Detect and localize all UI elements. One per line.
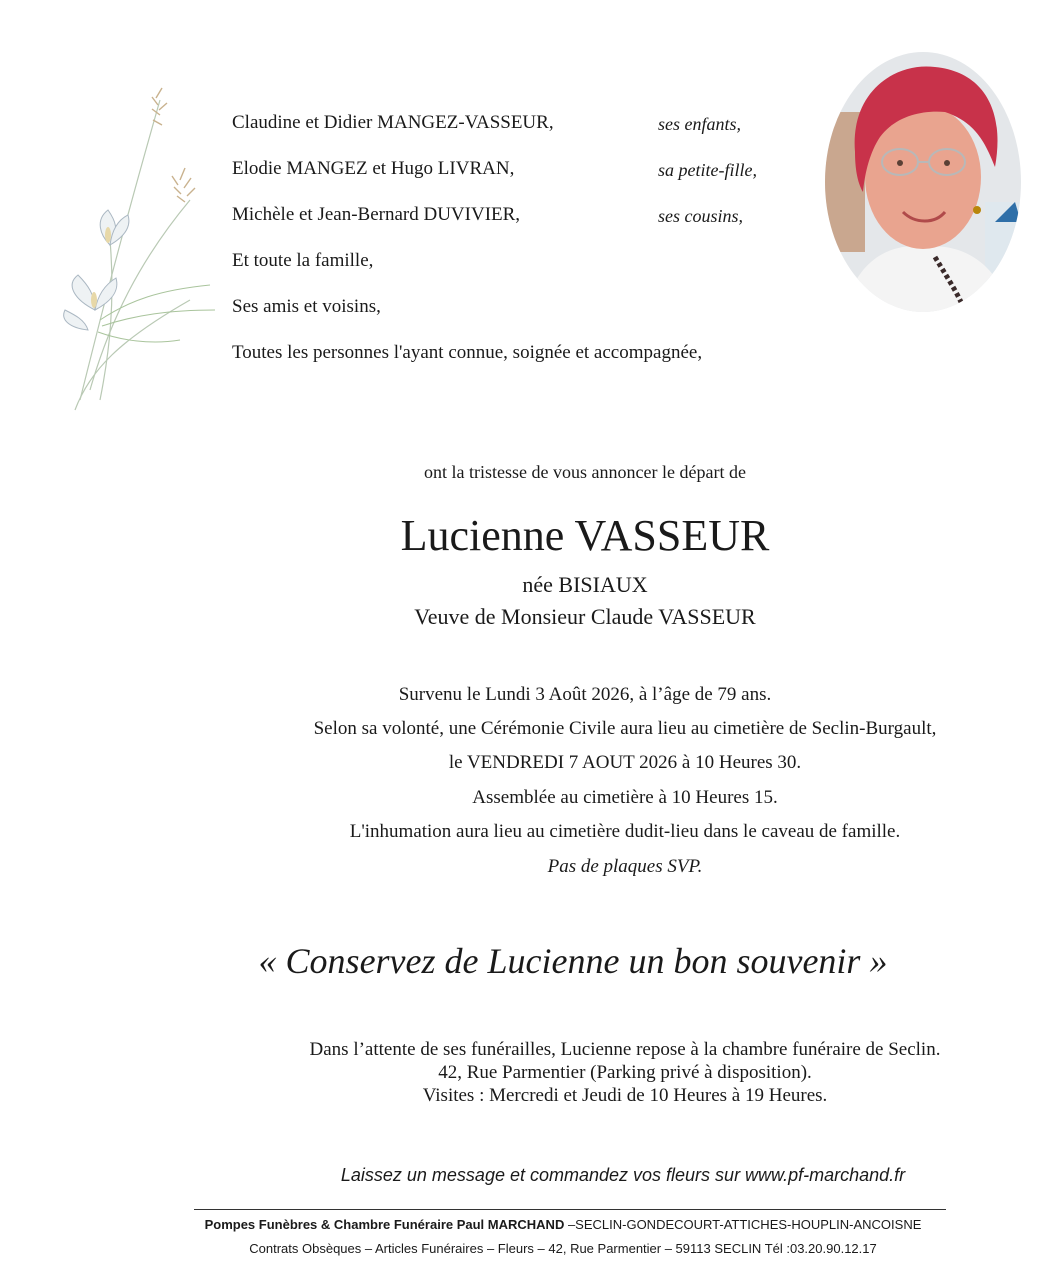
announcement-text: ont la tristesse de vous annoncer le départ de (424, 462, 746, 482)
footer-divider (194, 1209, 946, 1210)
visitation-line-3: Visites : Mercredi et Jeudi de 10 Heures à 19 Heures. (422, 1085, 828, 1106)
visitation-line-1: Dans l’attente de ses funérailles, Lucienne repose à la chambre funéraire de Seclin. (309, 1039, 941, 1060)
family-member-6: Toutes les personnes l'ayant connue, soignée et accompagnée, (232, 342, 703, 363)
visitation-line-2: 42, Rue Parmentier (Parking privé à disposition). (438, 1062, 812, 1083)
footer-company: Pompes Funèbres & Chambre Funéraire Paul MARCHAND (204, 1217, 565, 1232)
family-member-1: Claudine et Didier MANGEZ-VASSEUR, (232, 112, 554, 133)
family-relation-2: sa petite-fille, (658, 160, 757, 180)
footer-company-line (40, 1217, 1046, 1232)
footer-towns: –SECLIN-GONDECOURT-ATTICHES-HOUPLIN-ANCOISNE (564, 1217, 922, 1232)
memorial-quote: « Conservez de Lucienne un bon souvenir » (258, 941, 888, 981)
maiden-name: née BISIAUX (522, 572, 648, 597)
family-relation-1: ses enfants, (658, 114, 741, 134)
portrait-photo (825, 52, 1021, 312)
detail-line-5: L'inhumation aura lieu au cimetière dudit-lieu dans le caveau de famille. (349, 821, 901, 842)
detail-line-1: Survenu le Lundi 3 Août 2026, à l’âge de 79 ans. (398, 684, 772, 705)
family-member-2: Elodie MANGEZ et Hugo LIVRAN, (232, 158, 515, 179)
no-plaques-note: Pas de plaques SVP. (547, 856, 703, 877)
family-member-3: Michèle et Jean-Bernard DUVIVIER, (232, 204, 521, 225)
detail-line-2: Selon sa volonté, une Cérémonie Civile aura lieu au cimetière de Seclin-Burgault, (313, 718, 937, 739)
family-relation-3: ses cousins, (658, 206, 743, 226)
footer-services: Contrats Obsèques – Articles Funéraires – Fleurs – 42, Rue Parmentier – 59113 SECLIN Tél :03.20.90.12.17 (249, 1241, 877, 1256)
deceased-name: Lucienne VASSEUR (400, 511, 770, 560)
website-message: Laissez un message et commandez vos fleurs sur www.pf-marchand.fr (340, 1165, 906, 1185)
detail-line-3: le VENDREDI 7 AOUT 2026 à 10 Heures 30. (448, 752, 802, 773)
detail-line-4: Assemblée au cimetière à 10 Heures 15. (472, 787, 778, 808)
widow-of: Veuve de Monsieur Claude VASSEUR (414, 604, 756, 629)
flower-illustration (40, 70, 220, 450)
family-member-4: Et toute la famille, (232, 250, 374, 271)
family-member-5: Ses amis et voisins, (232, 296, 381, 317)
